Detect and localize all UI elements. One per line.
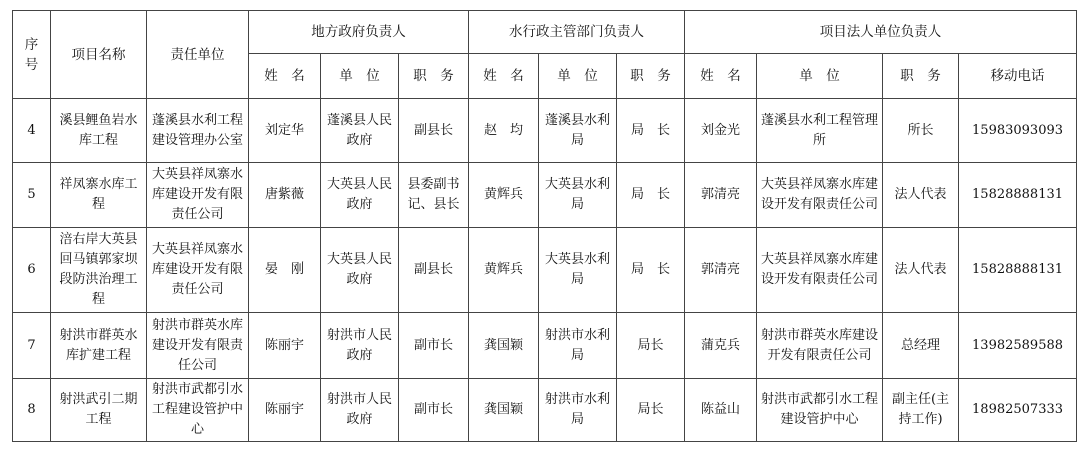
cell-responsible-unit: 蓬溪县水利工程建设管理办公室 xyxy=(147,99,249,163)
header-seq: 序号 xyxy=(13,11,51,99)
cell-project-name: 祥凤寨水库工程 xyxy=(51,163,147,228)
cell-gov-position: 副市长 xyxy=(399,379,469,442)
header-legal-mobile: 移动电话 xyxy=(959,54,1077,99)
responsibility-table-container xyxy=(12,10,1076,442)
cell-gov-position: 副县长 xyxy=(399,99,469,163)
header-gov-unit: 单 位 xyxy=(321,54,399,99)
header-responsible-unit: 责任单位 xyxy=(147,11,249,99)
header-row-groups xyxy=(13,11,1077,54)
cell-legal-position: 副主任(主持工作) xyxy=(883,379,959,442)
cell-gov-unit: 蓬溪县人民政府 xyxy=(321,99,399,163)
header-legal-unit: 单 位 xyxy=(757,54,883,99)
header-group-water-department: 水行政主管部门负责人 xyxy=(469,11,685,54)
cell-legal-name: 刘金光 xyxy=(685,99,757,163)
header-group-local-government: 地方政府负责人 xyxy=(249,11,469,54)
cell-legal-mobile: 13982589588 xyxy=(959,313,1077,379)
table-row xyxy=(13,163,1077,228)
cell-legal-mobile: 15983093093 xyxy=(959,99,1077,163)
cell-legal-position: 法人代表 xyxy=(883,228,959,313)
cell-legal-position: 法人代表 xyxy=(883,163,959,228)
cell-water-position: 局 长 xyxy=(617,228,685,313)
table-row xyxy=(13,99,1077,163)
header-legal-name: 姓 名 xyxy=(685,54,757,99)
cell-legal-unit: 射洪市武都引水工程建设管护中心 xyxy=(757,379,883,442)
cell-gov-name: 晏 刚 xyxy=(249,228,321,313)
cell-legal-unit: 大英县祥凤寨水库建设开发有限责任公司 xyxy=(757,228,883,313)
cell-water-name: 赵 均 xyxy=(469,99,539,163)
cell-legal-unit: 蓬溪县水利工程管理所 xyxy=(757,99,883,163)
cell-responsible-unit: 大英县祥凤寨水库建设开发有限责任公司 xyxy=(147,228,249,313)
cell-water-position: 局长 xyxy=(617,313,685,379)
cell-gov-unit: 射洪市人民政府 xyxy=(321,313,399,379)
cell-legal-name: 郭清亮 xyxy=(685,163,757,228)
cell-project-name: 溪县鲤鱼岩水库工程 xyxy=(51,99,147,163)
cell-legal-position: 总经理 xyxy=(883,313,959,379)
cell-legal-mobile: 15828888131 xyxy=(959,228,1077,313)
cell-gov-position: 县委副书记、县长 xyxy=(399,163,469,228)
cell-legal-unit: 射洪市群英水库建设开发有限责任公司 xyxy=(757,313,883,379)
cell-seq: 8 xyxy=(13,379,51,442)
header-water-unit: 单 位 xyxy=(539,54,617,99)
cell-legal-position: 所长 xyxy=(883,99,959,163)
header-gov-position: 职 务 xyxy=(399,54,469,99)
cell-water-unit: 射洪市水利局 xyxy=(539,379,617,442)
cell-water-position: 局 长 xyxy=(617,163,685,228)
cell-water-unit: 大英县水利局 xyxy=(539,163,617,228)
header-gov-name: 姓 名 xyxy=(249,54,321,99)
cell-gov-name: 刘定华 xyxy=(249,99,321,163)
cell-seq: 6 xyxy=(13,228,51,313)
table-row xyxy=(13,313,1077,379)
cell-legal-name: 陈益山 xyxy=(685,379,757,442)
header-group-legal-unit: 项目法人单位负责人 xyxy=(685,11,1077,54)
project-responsibility-table xyxy=(12,10,1077,442)
cell-seq: 5 xyxy=(13,163,51,228)
cell-gov-name: 唐紫薇 xyxy=(249,163,321,228)
cell-responsible-unit: 射洪市武都引水工程建设管护中心 xyxy=(147,379,249,442)
cell-water-unit: 蓬溪县水利局 xyxy=(539,99,617,163)
cell-gov-position: 副市长 xyxy=(399,313,469,379)
header-legal-position: 职 务 xyxy=(883,54,959,99)
header-water-name: 姓 名 xyxy=(469,54,539,99)
cell-project-name: 涪右岸大英县回马镇郭家坝段防洪治理工程 xyxy=(51,228,147,313)
cell-legal-mobile: 15828888131 xyxy=(959,163,1077,228)
cell-responsible-unit: 射洪市群英水库建设开发有限责任公司 xyxy=(147,313,249,379)
cell-legal-name: 郭清亮 xyxy=(685,228,757,313)
cell-gov-name: 陈丽宇 xyxy=(249,379,321,442)
cell-legal-name: 蒲克兵 xyxy=(685,313,757,379)
cell-water-position: 局长 xyxy=(617,379,685,442)
cell-water-name: 龚国颖 xyxy=(469,313,539,379)
cell-legal-unit: 大英县祥凤寨水库建设开发有限责任公司 xyxy=(757,163,883,228)
cell-seq: 4 xyxy=(13,99,51,163)
header-project-name: 项目名称 xyxy=(51,11,147,99)
cell-gov-unit: 大英县人民政府 xyxy=(321,163,399,228)
cell-project-name: 射洪市群英水库扩建工程 xyxy=(51,313,147,379)
cell-water-name: 黄辉兵 xyxy=(469,163,539,228)
cell-responsible-unit: 大英县祥凤寨水库建设开发有限责任公司 xyxy=(147,163,249,228)
cell-legal-mobile: 18982507333 xyxy=(959,379,1077,442)
cell-water-unit: 射洪市水利局 xyxy=(539,313,617,379)
cell-gov-unit: 大英县人民政府 xyxy=(321,228,399,313)
cell-gov-name: 陈丽宇 xyxy=(249,313,321,379)
cell-seq: 7 xyxy=(13,313,51,379)
cell-water-position: 局 长 xyxy=(617,99,685,163)
cell-project-name: 射洪武引二期工程 xyxy=(51,379,147,442)
cell-water-name: 黄辉兵 xyxy=(469,228,539,313)
cell-gov-position: 副县长 xyxy=(399,228,469,313)
cell-gov-unit: 射洪市人民政府 xyxy=(321,379,399,442)
table-row xyxy=(13,379,1077,442)
header-water-position: 职 务 xyxy=(617,54,685,99)
cell-water-unit: 大英县水利局 xyxy=(539,228,617,313)
cell-water-name: 龚国颖 xyxy=(469,379,539,442)
table-row xyxy=(13,228,1077,313)
